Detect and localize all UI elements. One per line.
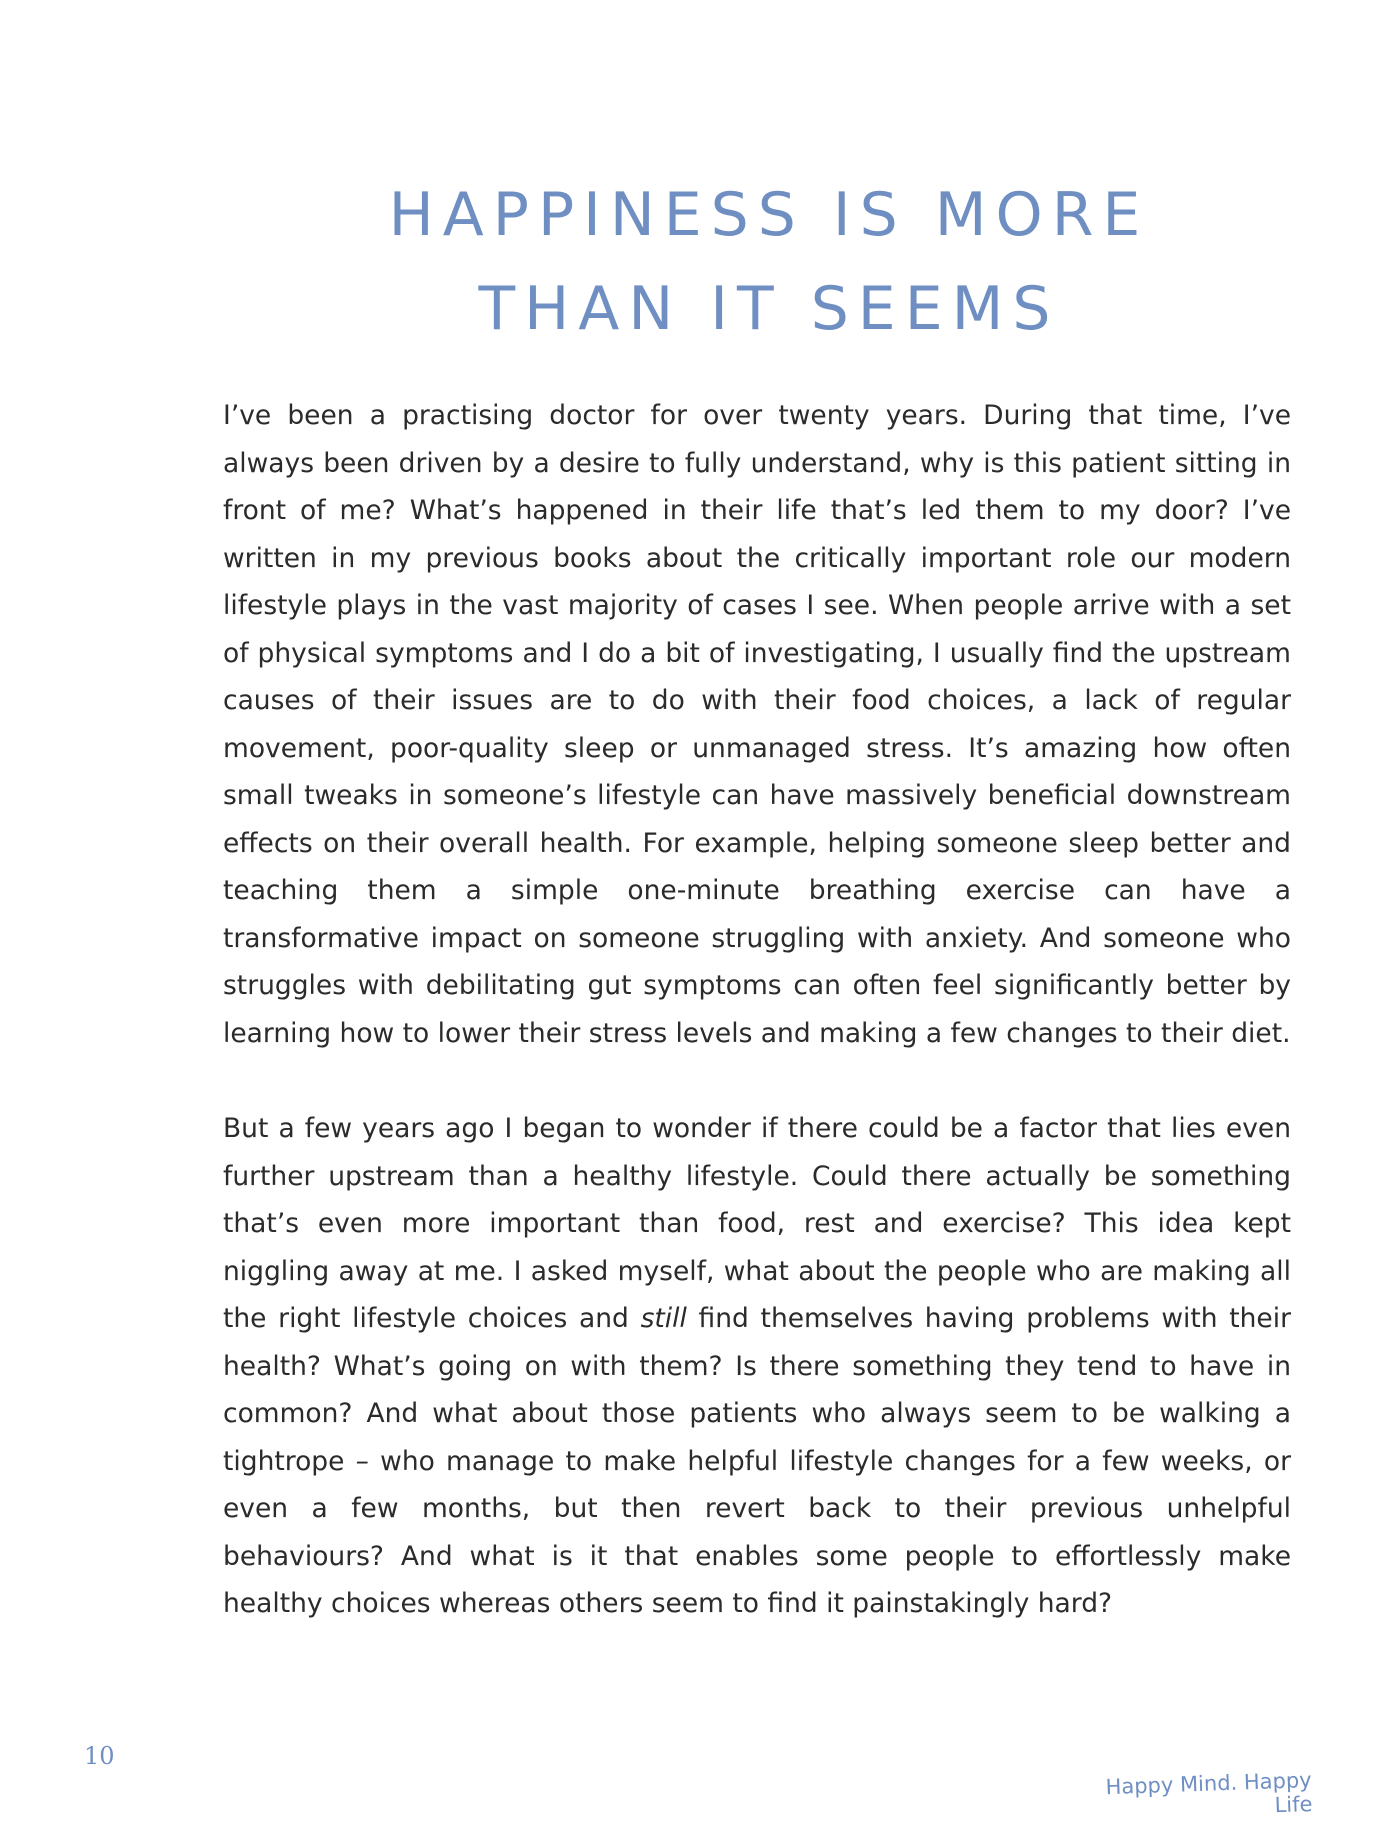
paragraph-1: I’ve been a practising doctor for over twenty years. During that time, I’ve always been driven by a desire to fully understand, why is this patient sitting in front of me? What’s happened in their life that’s led them to my door? I’ve written in my previous books about the critically important role our modern lifestyle plays in the vast majority of cases I see. When people arrive with a set of physical symptoms and I do a bit of investigating, I usually find the upstream causes of their issues are to do with their food choices, a lack of regular movement, poor-quality sleep or unmanaged stress. It’s amazing how often small tweaks in someone’s lifestyle can have massively beneficial downstream effects on their overall health. For example, helping someone sleep better and teaching them a simple one-minute breathing exercise can have a transformative impact on someone struggling with anxiety. And someone who struggles with debilitating gut symptoms can often feel significantly better by learning how to lower their stress levels and making a few changes to their diet. [223,400,1291,1049]
chapter-title-line-1: HAPPINESS IS MORE [388,180,1150,250]
paragraph-2-italic-word: still [640,1303,687,1334]
paragraph-2 [223,1105,1291,1628]
page-number: 10 [84,1742,115,1770]
paragraph-2-part-2: find themselves having problems with their health? What’s going on with them? Is there something they tend to have in common? And what about those patients who always seem to be walking a tightrope – who manage to make helpful lifestyle changes for a few weeks, or even a few months, but then revert back to their previous unhelpful behaviours? And what is it that enables some people to effortlessly make healthy choices whereas others seem to find it painstakingly hard? [223,1303,1291,1619]
running-footer-title: Happy Mind. Happy Life [1105,1768,1313,1818]
paragraph-2-part-1: But a few years ago I began to wonder if there could be a factor that lies even further upstream than a healthy lifestyle. Could there actually be something that’s even more important than food, rest and exercise? This idea kept niggling away at me. I asked myself, what about the people who are making all the right lifestyle choices and [223,1113,1291,1334]
chapter-title [0,168,1398,356]
body-text [223,392,1291,1676]
chapter-title-line-2: THAN IT SEEMS [478,274,1060,344]
